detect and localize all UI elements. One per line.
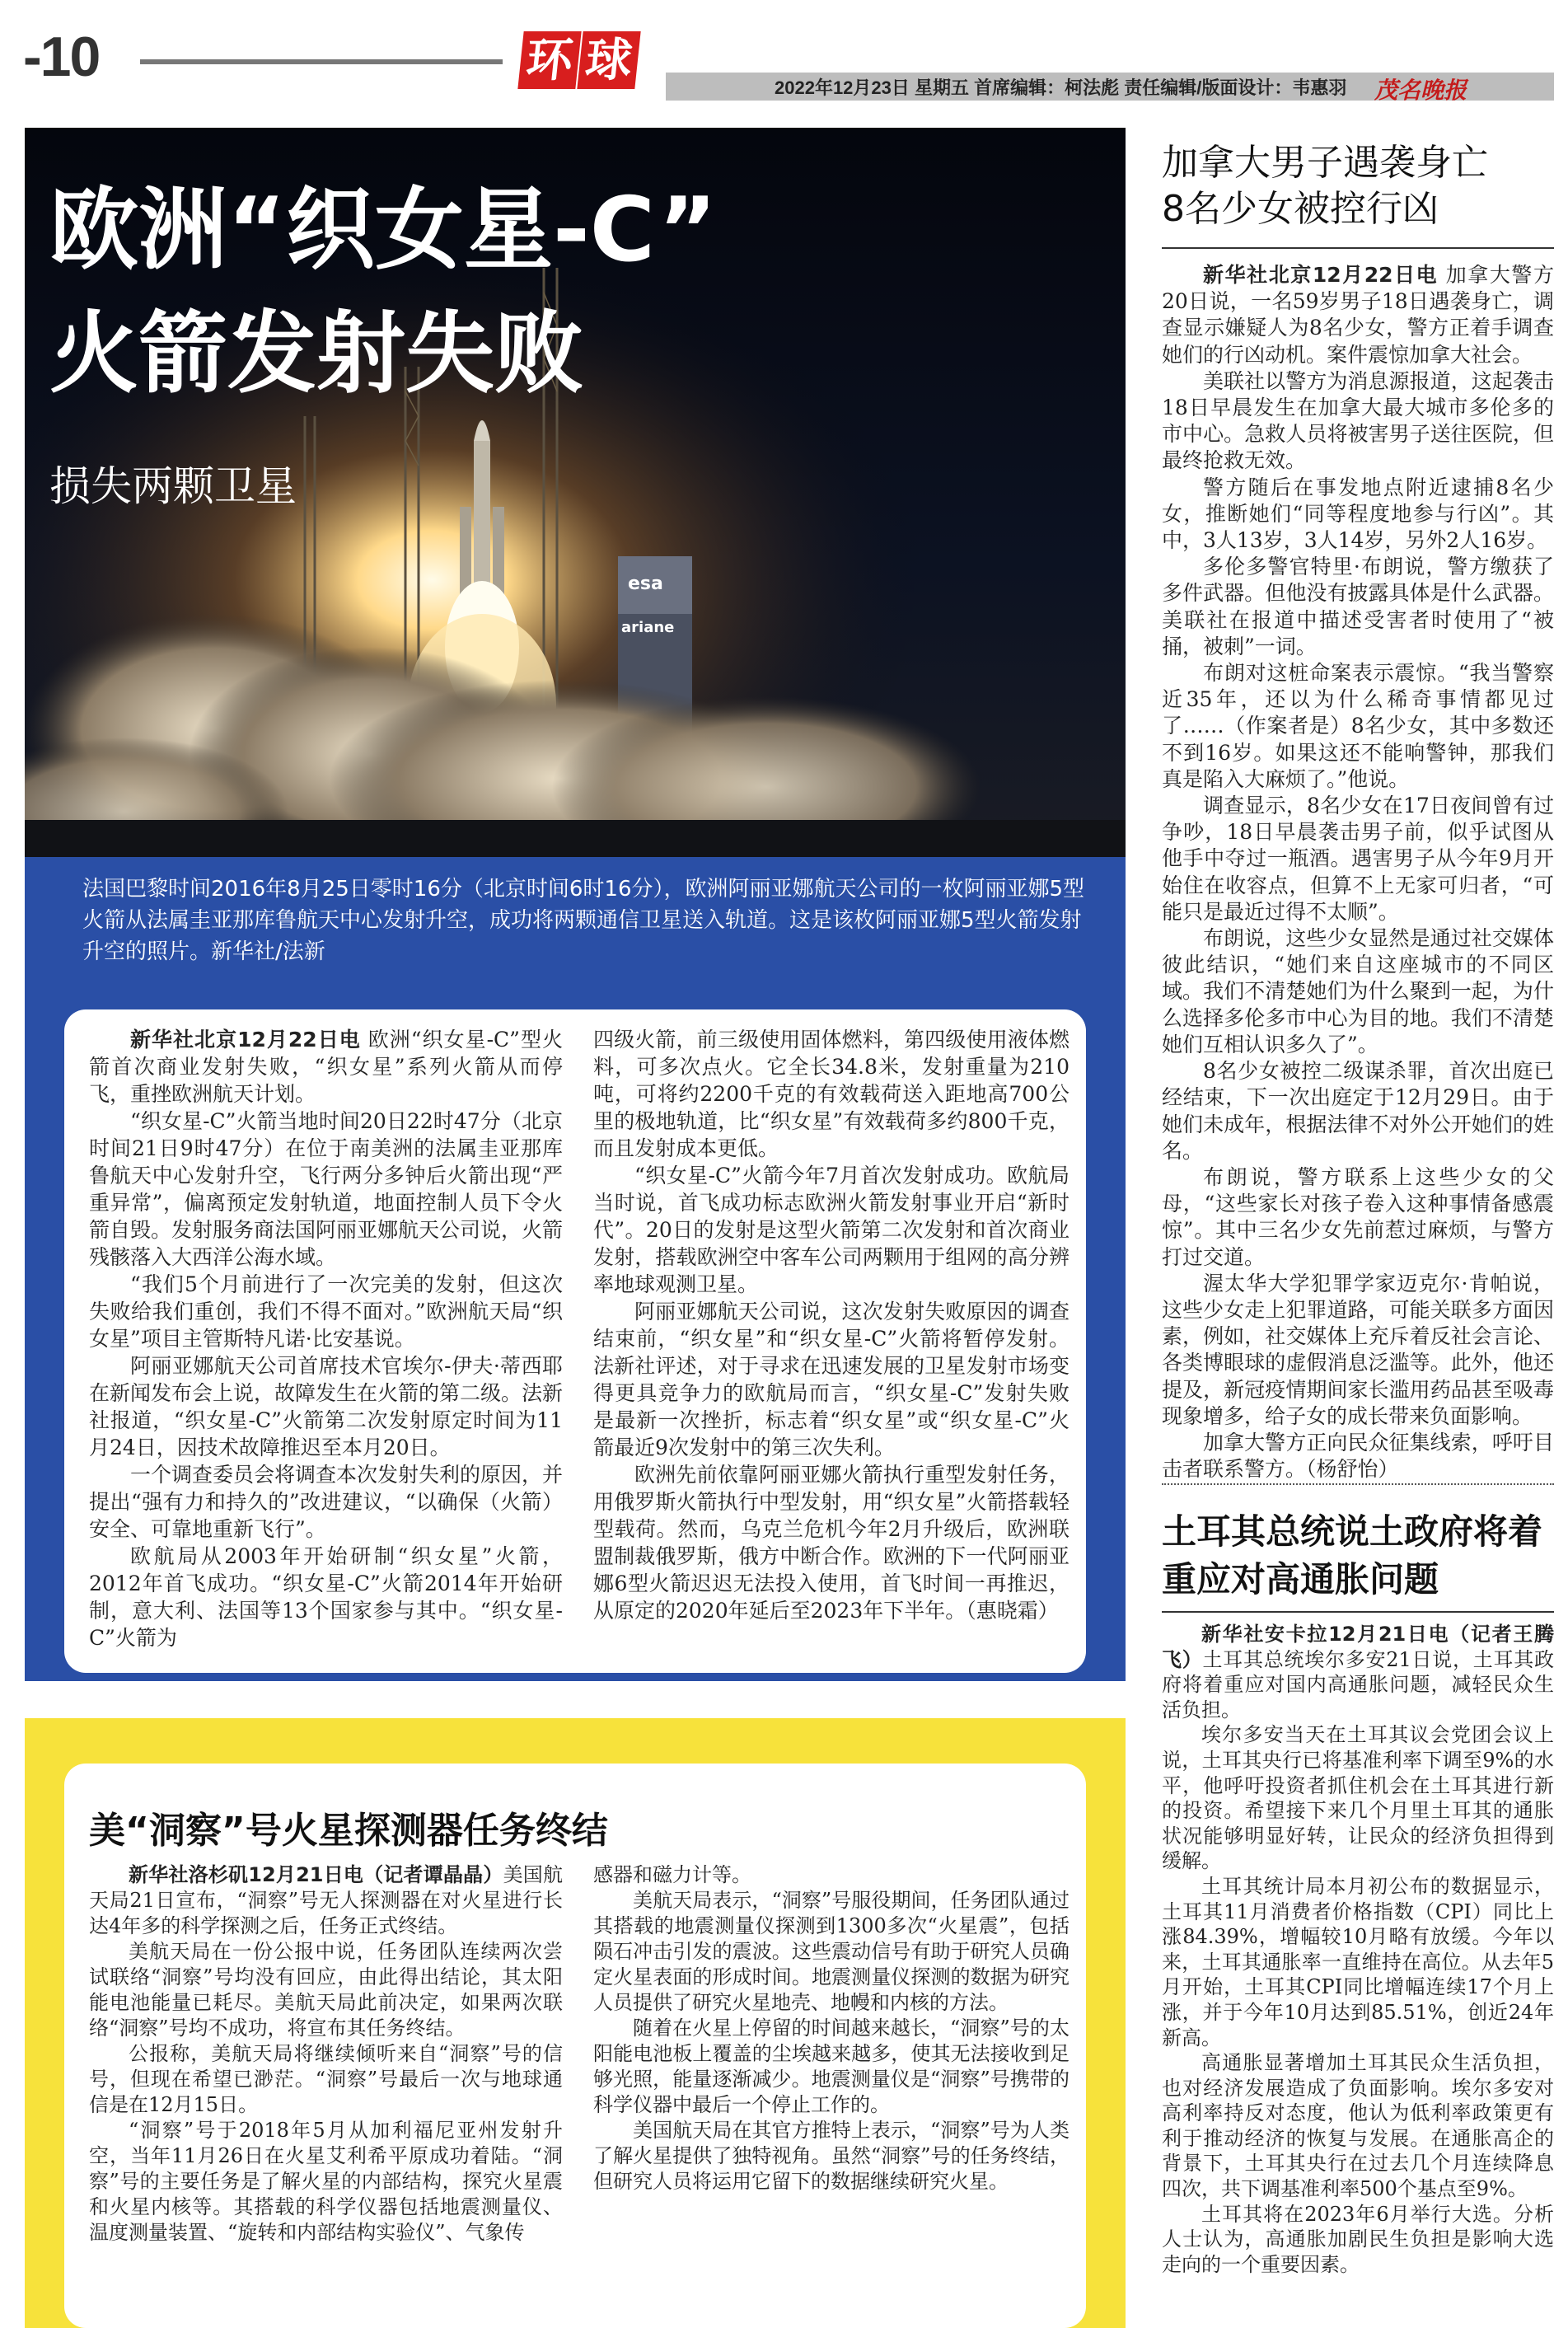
mars-headline: 美“洞察”号火星探测器任务终结 [89, 1810, 608, 1852]
header-rule [140, 59, 503, 64]
section-char: 球 [577, 31, 640, 89]
paragraph-text: 美国航天局21日宣布，“洞察”号无人探测器在对火星进行长达4年多的科学探测之后，任务正式终结。 [89, 1863, 564, 1937]
section-tag [521, 31, 638, 89]
masthead-logo: 茂名晚报 [1374, 77, 1467, 104]
rocket-launch-photo [25, 128, 1126, 857]
dateline: 新华社安卡拉12月21日电（记者王腾飞） [1162, 1623, 1554, 1671]
mars-article-col1 [89, 1862, 563, 2246]
page-number: -10 [23, 26, 100, 88]
esa-logo-text: esa [628, 574, 663, 594]
article-paragraph [89, 1026, 563, 1108]
article-paragraph: 土耳其将在2023年6月举行大选。分析人士认为，高通胀加剧民生负担是影响大选走向的一个重要因素。 [1162, 2202, 1554, 2276]
hero-subheadline: 损失两颗卫星 [49, 462, 297, 510]
article-paragraph: 警方随后在事发地点附近逮捕8名少女，推断她们“同等程度地参与行凶”。其中，3人13岁，3人14岁，另外2人16岁。 [1162, 475, 1554, 553]
article-paragraph [89, 1862, 563, 1939]
article-paragraph: 渥太华大学犯罪学家迈克尔·肯帕说，这些少女走上犯罪道路，可能关联多方面因素，例如，社交媒体上充斥着反社会言论、各类博眼球的虚假消息泛滥等。此外，他还提及，新冠疫情期间家长滥用药品甚至吸毒现象增多，给子女的成长带来负面影响。 [1162, 1271, 1554, 1428]
dateline: 新华社北京12月22日电 [1203, 263, 1439, 287]
article-paragraph: 埃尔多安当天在土耳其议会党团会议上说，土耳其央行已将基准利率下调至9%的水平，他呼吁投资者抓住机会在土耳其进行新的投资。希望接下来几个月里土耳其的通胀状况能够明显好转，让民众的经济负担得到缓解。 [1162, 1723, 1554, 1873]
dateline: 新华社北京12月22日电 [130, 1028, 361, 1052]
article-paragraph: 欧洲先前依靠阿丽亚娜火箭执行重型发射任务，用俄罗斯火箭执行中型发射，用“织女星”火箭搭载轻型载荷。然而，乌克兰危机今年2月升级后，欧洲联盟制裁俄罗斯，俄方中断合作。欧洲的下一代阿丽亚娜6型火箭迟迟无法投入使用，首飞时间一再推迟，从原定的2020年延后至2023年下半年。（惠晓霜） [593, 1463, 1070, 1623]
article-paragraph: 加拿大警方正向民众征集线索，呼吁目击者联系警方。（杨舒怡） [1162, 1430, 1554, 1482]
article-paragraph: 美航天局表示，“洞察”号服役期间，任务团队通过其搭载的地震测量仪探测到1300多次“火星震”，包括陨石冲击引发的震波。这些震动信号有助于研究人员确定火星表面的形成时间。地震测量仪探测的数据为研究人员提供了研究火星地壳、地幔和内核的方法。 [593, 1889, 1070, 2014]
hero-headline: 欧洲“织女星-C” 火箭发射失败 [49, 179, 718, 405]
paragraph-text: 欧洲“织女星-C”型火箭首次商业发射失败，“织女星”系列火箭从而停飞，重挫欧洲航天计划。 [89, 1028, 563, 1106]
article-paragraph: 阿丽亚娜航天公司说，这次发射失败原因的调查结束前，“织女星”和“织女星-C”火箭将暂停发射。法新社评述，对于寻求在迅速发展的卫星发射市场变得更具竞争力的欧航局而言，“织女星-C”发射失败是最新一次挫折，标志着“织女星”或“织女星-C”火箭最近9次发射中的第三次失利。 [593, 1300, 1070, 1459]
article-paragraph: 美联社以警方为消息源报道，这起袭击18日早晨发生在加拿大最大城市多伦多的市中心。急救人员将被害男子送往医院，但最终抢救无效。 [1162, 368, 1554, 473]
dateline: 新华社洛杉矶12月21日电（记者谭晶晶） [129, 1863, 503, 1886]
article-paragraph: 随着在火星上停留的时间越来越长，“洞察”号的太阳能电池板上覆盖的尘埃越来越多，使其无法接收到足够光照，能量逐渐减少。地震测量仪是“洞察”号携带的科学仪器中最后一个停止工作的。 [593, 2017, 1070, 2116]
photo-caption: 法国巴黎时间2016年8月25日零时16分（北京时间6时16分），欧洲阿丽亚娜航天公司的一枚阿丽亚娜5型火箭从法属圭亚那库鲁航天中心发射升空，成功将两颗通信卫星送入轨道。这是该枚阿丽亚娜5型火箭发射升空的照片。新华社/法新 [82, 877, 1085, 964]
article-paragraph: 8名少女被控二级谋杀罪，首次出庭已经结束，下一次出庭定于12月29日。由于她们未成年，根据法律不对外公开她们的姓名。 [1162, 1059, 1554, 1163]
canada-article [1162, 262, 1554, 1483]
turkey-headline: 土耳其总统说土政府将着重应对高通胀问题 [1162, 1511, 1543, 1600]
article-paragraph: 四级火箭，前三级使用固体燃料，第四级使用液体燃料，可多次点火。它全长34.8米，发射重量为210吨，可将约2200千克的有效载荷送入距地高700公里的极地轨道，比“织女星”有效载荷多约800千克，而且发射成本更低。 [593, 1028, 1070, 1160]
issue-info: 2022年12月23日 星期五 首席编辑：柯法彪 责任编辑/版面设计：韦惠羽 [775, 77, 1347, 98]
turkey-article [1162, 1622, 1554, 2277]
article-paragraph: 美国航天局在其官方推特上表示，“洞察”号为人类了解火星提供了独特视角。虽然“洞察”号的任务终结，但研究人员将运用它留下的数据继续研究火星。 [593, 2119, 1070, 2193]
article-paragraph: 调查显示，8名少女在17日夜间曾有过争吵，18日早晨袭击男子前，似乎试图从他手中夺过一瓶酒。遇害男子从今年9月开始住在收容点，但算不上无家可归者，“可能只是最近过得不太顺”。 [1162, 794, 1554, 924]
article-paragraph: 布朗说，这些少女显然是通过社交媒体彼此结识，“她们来自这座城市的不同区域。我们不清楚她们为什么聚到一起，为什么选择多伦多市中心为目的地。我们不清楚她们互相认识多久了”。 [1162, 926, 1554, 1056]
article-paragraph: 土耳其统计局本月初公布的数据显示，土耳其11月消费者价格指数（CPI）同比上涨84.39%，增幅较10月略有放缓。今年以来，土耳其通胀率一直维持在高位。从去年5月开始，土耳其CPI同比增幅连续17个月上涨，并于今年10月达到85.51%，创近24年新高。 [1162, 1874, 1554, 2049]
article-paragraph: “我们5个月前进行了一次完美的发射，但这次失败给我们重创，我们不得不面对。”欧洲航天局“织女星”项目主管斯特凡诺·比安基说。 [89, 1272, 563, 1351]
paragraph-text: 加拿大警方20日说，一名59岁男子18日遇袭身亡，调查显示嫌疑人为8名少女，警方正着手调查她们的行凶动机。案件震惊加拿大社会。 [1162, 263, 1554, 367]
article-paragraph [1162, 262, 1554, 368]
ariane-logo-text: ariane [621, 619, 675, 636]
article-paragraph: 欧航局从2003年开始研制“织女星”火箭，2012年首飞成功。“织女星-C”火箭2014年开始研制，意大利、法国等13个国家参与其中。“织女星-C”火箭为 [89, 1544, 563, 1650]
article-paragraph: 一个调查委员会将调查本次发射失利的原因，并提出“强有力和持久的”改进建议，“以确保（火箭）安全、可靠地重新飞行”。 [89, 1463, 564, 1541]
section-char: 环 [517, 31, 581, 89]
canada-headline: 加拿大男子遇袭身亡 8名少女被控行凶 [1162, 142, 1488, 230]
article-paragraph: 公报称，美航天局将继续倾听来自“洞察”号的信号，但现在希望已渺茫。“洞察”号最后一次与地球通信是在12月15日。 [89, 2042, 563, 2116]
article-paragraph: “织女星-C”火箭当地时间20日22时47分（北京时间21日9时47分）在位于南美洲的法属圭亚那库鲁航天中心发射升空，飞行两分多钟后火箭出现“严重异常”，偏离预定发射轨道，地面控制人员下令火箭自毁。发射服务商法国阿丽亚娜航天公司说，火箭残骸落入大西洋公海水域。 [89, 1109, 564, 1269]
paragraph-text: 土耳其总统埃尔多安21日说，土耳其政府将着重应对国内高通胀问题，减轻民众生活负担。 [1162, 1647, 1554, 1721]
article-paragraph: 感器和磁力计等。 [593, 1863, 751, 1886]
article-paragraph: 阿丽亚娜航天公司首席技术官埃尔-伊夫·蒂西耶在新闻发布会上说，故障发生在火箭的第二级。法新社报道，“织女星-C”火箭第二次发射原定时间为11月24日，因技术故障推迟至本月20日。 [89, 1354, 564, 1459]
article-paragraph [1162, 1622, 1554, 1722]
article-paragraph: 美航天局在一份公报中说，任务团队连续两次尝试联络“洞察”号均没有回应，由此得出结论，其太阳能电池能量已耗尽。美航天局此前决定，如果两次联络“洞察”号均不成功，将宣布其任务终结。 [89, 1940, 563, 2040]
article-paragraph: 高通胀显著增加土耳其民众生活负担，也对经济发展造成了负面影响。埃尔多安对高利率持反对态度，他认为低利率政策更有利于推动经济的恢复与发展。在通胀高企的背景下，土耳其央行在过去几个月连续降息四次，共下调基准利率500个基点至9%。 [1162, 2051, 1554, 2201]
section-divider [1162, 1483, 1554, 1485]
article-paragraph: “织女星-C”火箭今年7月首次发射成功。欧航局当时说，首飞成功标志欧洲火箭发射事业开启“新时代”。20日的发射是这型火箭第二次发射和首次商业发射，搭载欧洲空中客车公司两颗用于组网的高分辨率地球观测卫星。 [593, 1164, 1070, 1296]
headline-rule [1162, 247, 1554, 249]
article-paragraph: 布朗说，警方联系上这些少女的父母，“这些家长对孩子卷入这种事情备感震惊”。其中三名少女先前惹过麻烦，与警方打过交道。 [1162, 1164, 1554, 1269]
article-paragraph: “洞察”号于2018年5月从加利福尼亚州发射升空，当年11月26日在火星艾利希平原成功着陆。“洞察”号的主要任务是了解火星的内部结构，探究火星震和火星内核等。其搭载的科学仪器包括地震测量仪、温度测量装置、“旋转和内部结构实验仪”、气象传 [89, 2119, 563, 2244]
article-paragraph: 多伦多警官特里·布朗说，警方缴获了多件武器。但他没有披露具体是什么武器。美联社在报道中描述受害者时使用了“被捅，被刺”一词。 [1162, 555, 1554, 658]
vega-article-col2 [593, 1026, 1070, 1624]
article-paragraph: 布朗对这桩命案表示震惊。“我当警察近35年，还以为什么稀奇事情都见过了……（作案者是）8名少女，其中多数还不到16岁。如果这还不能响警钟，那我们真是陷入大麻烦了。”他说。 [1162, 661, 1554, 791]
headline-rule [1162, 1611, 1554, 1613]
vega-article-col1 [89, 1026, 563, 1651]
mars-article-col2 [593, 1862, 1070, 2195]
